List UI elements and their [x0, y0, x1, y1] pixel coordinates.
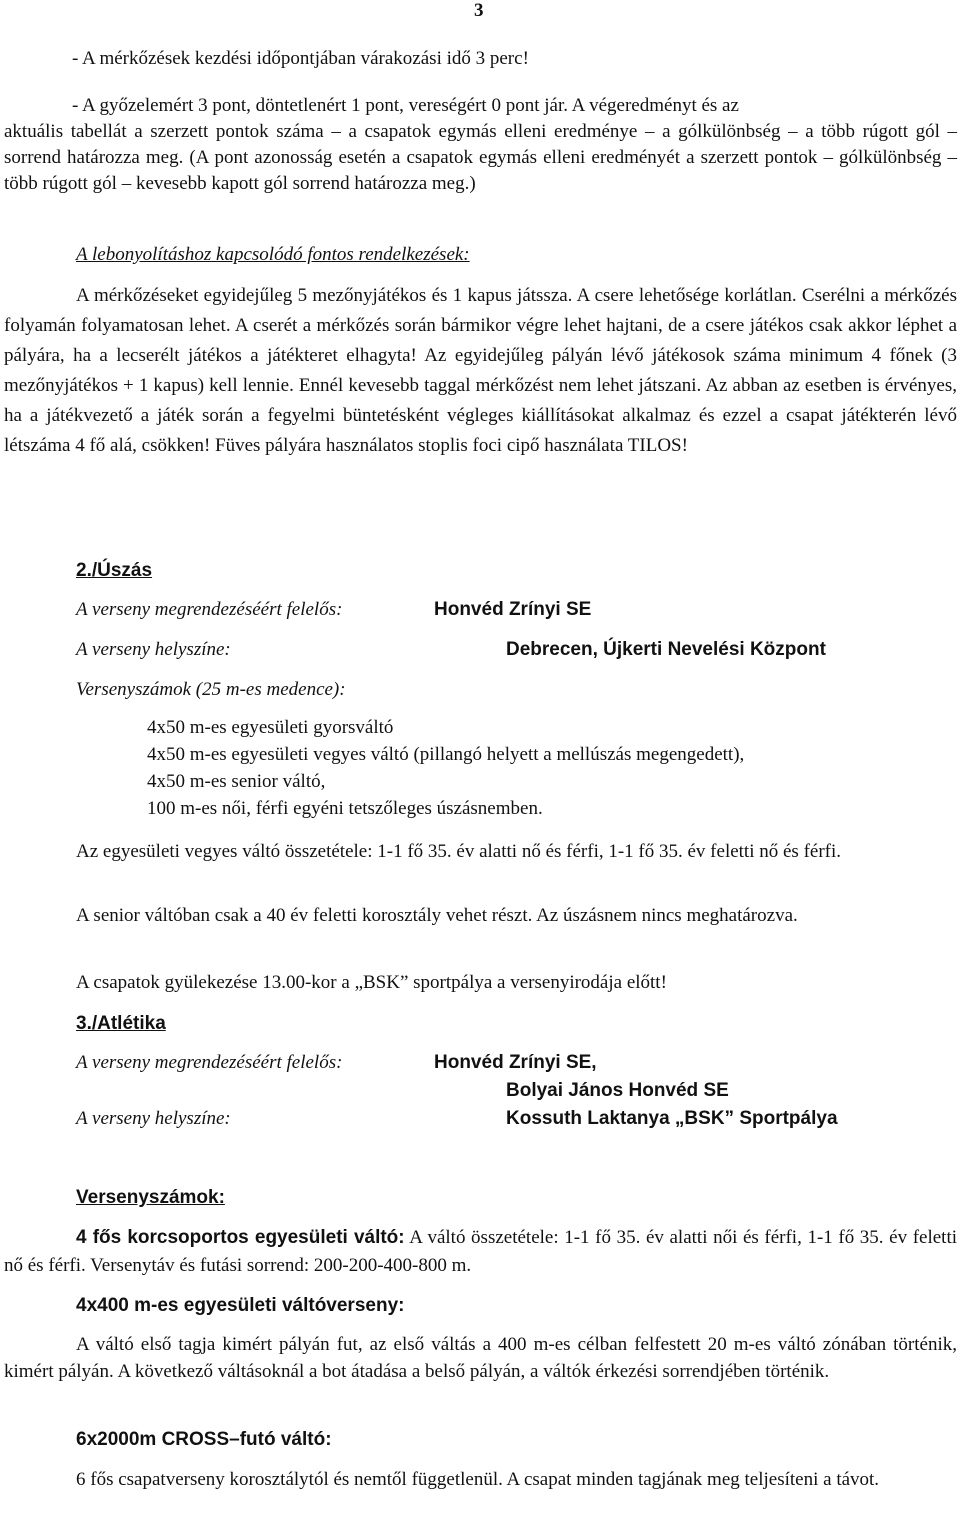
- rule-bullet-points-first-line: - A győzelemért 3 pont, döntetlenért 1 pont, vereségért 0 pont jár. A végeredményt és az: [72, 95, 739, 116]
- atletika-e1-body: A váltó összetétele: 1-1 fő 35. év alatti női és férfi, 1-1 fő 35. év feletti nő és férfi. Versenytáv és futási sorrend: 200-200-400-800 m.: [4, 1227, 958, 1276]
- atletika-venue-label: A verseny helyszíne:: [76, 1108, 231, 1129]
- uszas-event-item: 4x50 m-es senior váltó,: [147, 771, 326, 792]
- uszas-event-item: 100 m-es női, férfi egyéni tetszőleges úszásnemben.: [147, 798, 543, 819]
- atletika-organizer-value-1: Honvéd Zrínyi SE,: [434, 1052, 597, 1073]
- lebonyolitas-body: A mérkőzéseket egyidejűleg 5 mezőnyjátékos és 1 kapus játssza. A csere lehetősége korlátlan. Cserélni a mérkőzés folyamán folyamatosan lehet. A cserét a mérkőzés során bármikor végre lehet hajtani, de a csere játékos csak akkor léphet a pályára, ha a lecserélt játékos a játékteret elhagyta! Az egyidejűleg pályán lévő játékosok száma minimum 4 főnek (3 mezőnyjátékos + 1 kapus) kell lennie. Ennél kevesebb taggal mérkőzést nem lehet játszani. Az abban az esetben is érvényes, ha a játékvezető a játék során a fegyelmi büntetésként végleges kiállításokat alkalmaz és ezzel a csapat játékterén lévő létszáma 4 fő alá, csökken! Füves pályára használatos stoplis foci cipő használata TILOS!: [4, 285, 957, 456]
- uszas-venue-label: A verseny helyszíne:: [76, 639, 231, 660]
- atletika-organizer-value-2: Bolyai János Honvéd SE: [506, 1080, 729, 1101]
- atletika-e2-title: 4x400 m-es egyesületi váltóverseny:: [76, 1295, 405, 1316]
- rule-points-paragraph: aktuális tabellát a szerzett pontok száma – a csapatok egymás elleni eredménye – a gólkülönbség – a több rúgott gól – sorrend határozza meg. (A pont azonosság esetén a csapatok egymás elleni eredményét a szerzett pontok – gólkülönbség – több rúgott gól – kevesebb kapott gól sorrend határozza meg.): [4, 121, 957, 194]
- uszas-para-senior: A senior váltóban csak a 40 év feletti korosztály vehet részt. Az úszásnem nincs meghatározva.: [76, 905, 798, 926]
- uszas-events-label: Versenyszámok (25 m-es medence):: [76, 679, 346, 700]
- uszas-para-composition: Az egyesületi vegyes váltó összetétele: 1-1 fő 35. év alatti nő és férfi, 1-1 fő 35. év feletti nő és férfi.: [76, 841, 842, 862]
- uszas-organizer-value: Honvéd Zrínyi SE: [434, 599, 592, 620]
- atletika-title: 3./Atlétika: [76, 1013, 166, 1034]
- atletika-e3-title: 6x2000m CROSS–futó váltó:: [76, 1429, 332, 1450]
- uszas-para-gathering: A csapatok gyülekezése 13.00-kor a „BSK” sportpálya a versenyirodája előtt!: [76, 972, 667, 993]
- atletika-event-relay-korcsoport: [4, 1224, 957, 1280]
- atletika-venue-value: Kossuth Laktanya „BSK” Sportpálya: [506, 1108, 838, 1129]
- atletika-e3-body: 6 fős csapatverseny korosztálytól és nemtől függetlenül. A csapat minden tagjának meg teljesíteni a távot.: [76, 1469, 880, 1490]
- uszas-venue-value: Debrecen, Újkerti Nevelési Központ: [506, 639, 826, 660]
- uszas-event-item: 4x50 m-es egyesületi gyorsváltó: [147, 717, 394, 738]
- atletika-events-heading: [76, 1185, 225, 1211]
- uszas-title: 2./Úszás: [76, 560, 153, 581]
- atletika-e1-title: 4 fős korcsoportos egyesületi váltó:: [76, 1227, 405, 1248]
- page-number: 3: [474, 0, 484, 21]
- rule-bullet-wait-time: - A mérkőzések kezdési időpontjában várakozási idő 3 perc!: [72, 48, 529, 69]
- uszas-event-item: 4x50 m-es egyesületi vegyes váltó (pillangó helyett a mellúszás megengedett),: [147, 744, 745, 765]
- atletika-e2-body: A váltó első tagja kimért pályán fut, az első váltás a 400 m-es célban felfestett 20 m-es váltó zónában történik, kimért pályán. A következő váltásoknál a bot átadása a belső pályán, a váltók érkezési sorrendjében történik.: [4, 1334, 957, 1382]
- atletika-organizer-label: A verseny megrendezéséért felelős:: [76, 1052, 343, 1073]
- atletika-events-heading-text: Versenyszámok:: [76, 1187, 225, 1208]
- uszas-organizer-label: A verseny megrendezéséért felelős:: [76, 599, 343, 620]
- lebonyolitas-heading: A lebonyolításhoz kapcsolódó fontos rendelkezések:: [76, 244, 470, 265]
